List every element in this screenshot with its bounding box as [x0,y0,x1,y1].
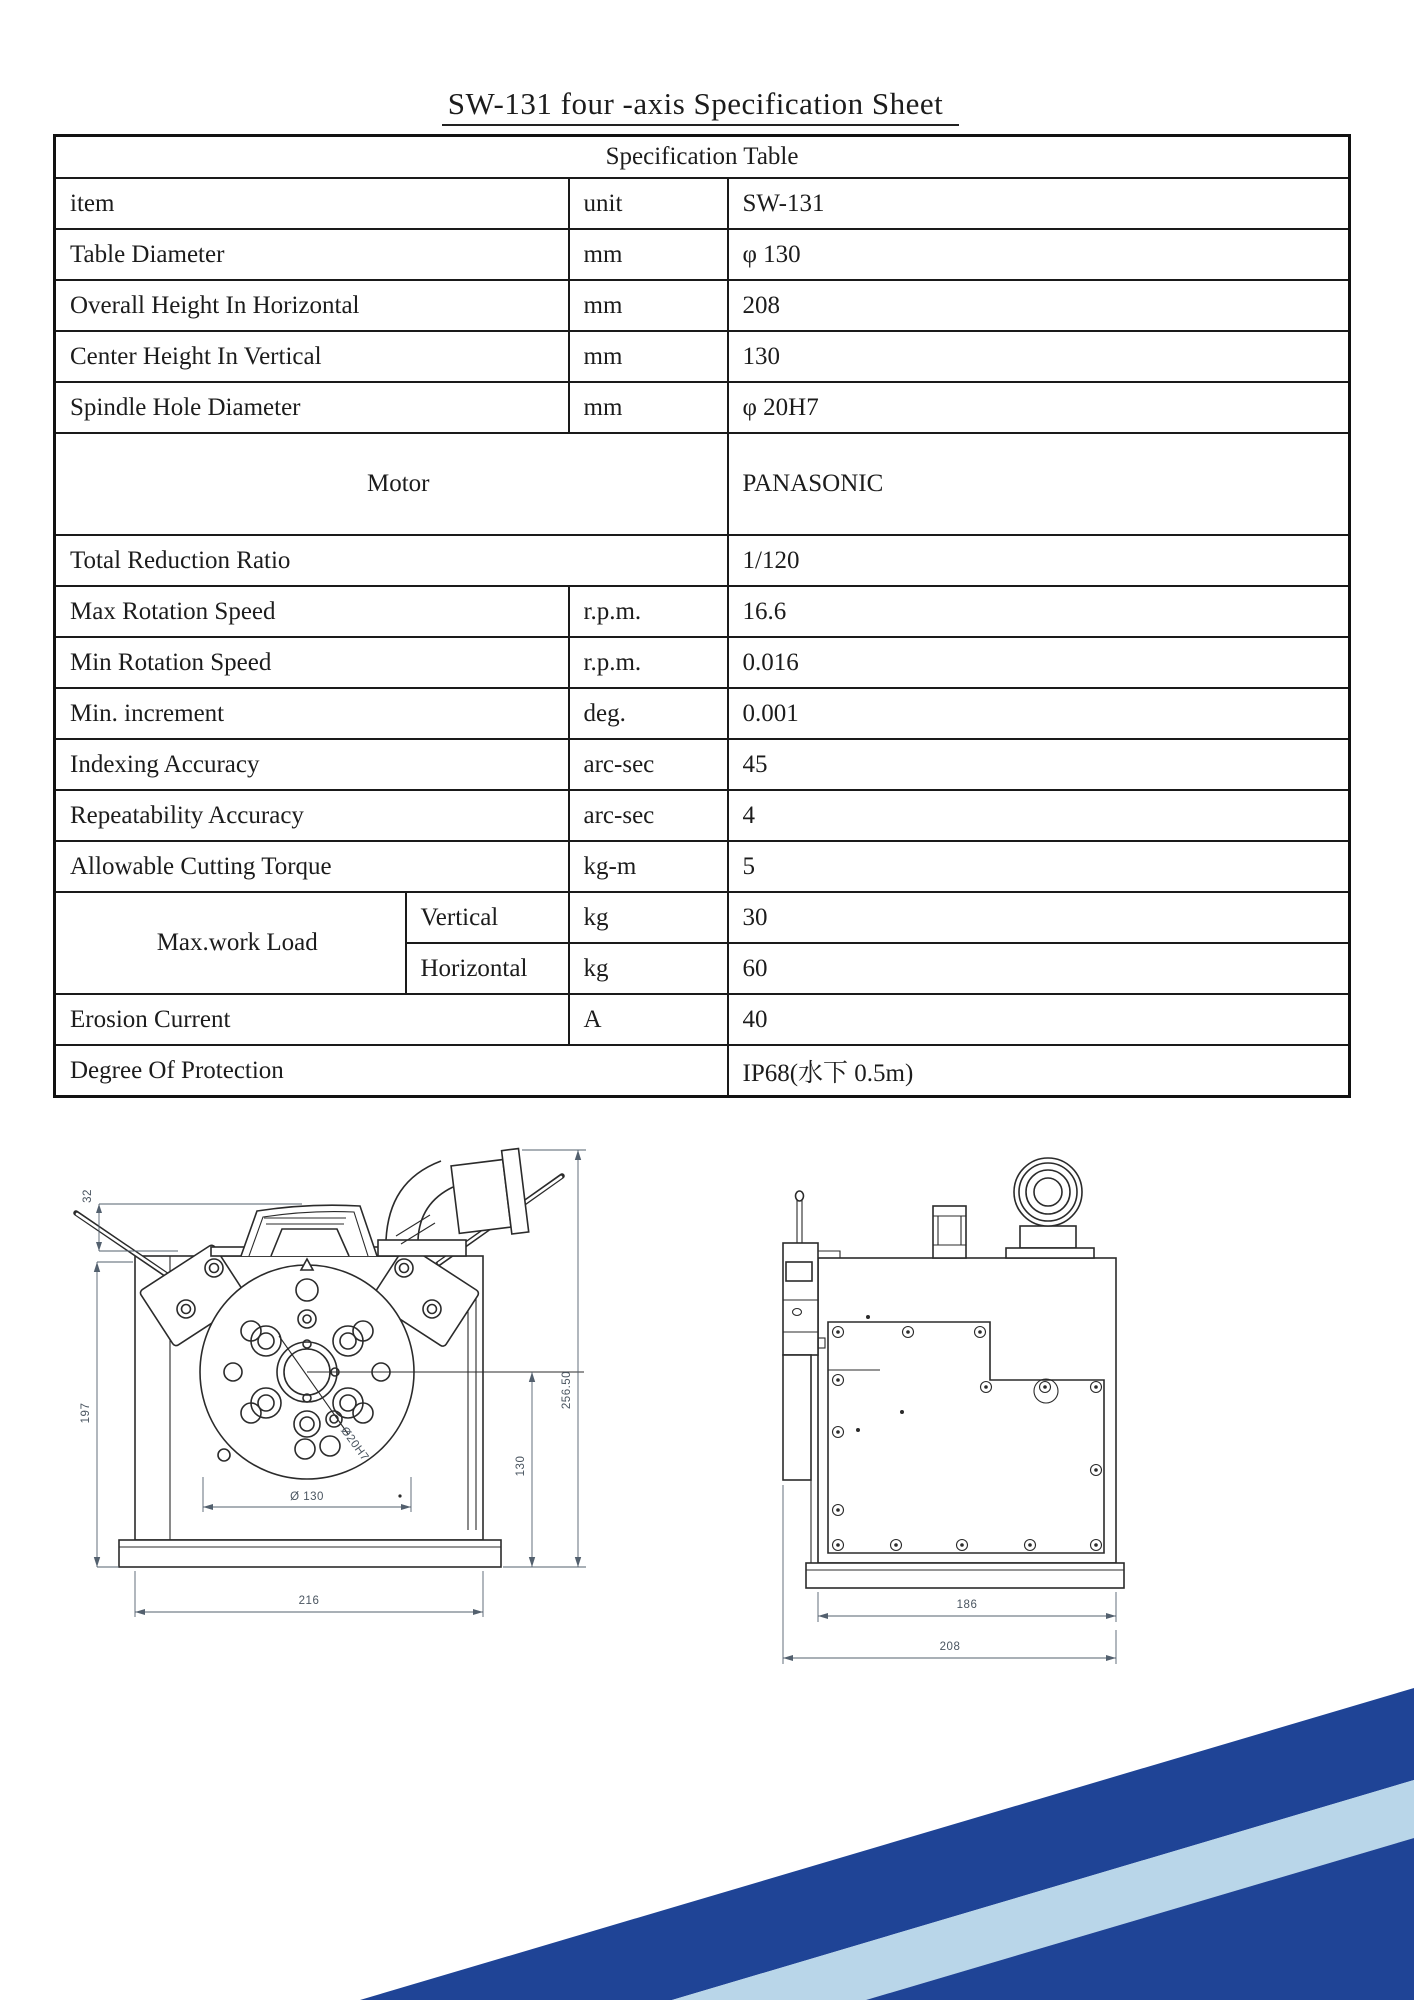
value-cell: φ 130 [728,229,1350,280]
item-cell: Indexing Accuracy [55,739,569,790]
side-body [818,1251,1116,1563]
unit-cell: arc-sec [569,739,728,790]
value-cell: 45 [728,739,1350,790]
item-cell: item [55,178,569,229]
unit-cell: r.p.m. [569,637,728,688]
cable-connector [450,1149,529,1241]
dim-label: 208 [939,1641,961,1653]
table-row [55,178,1350,229]
item-cell: Motor [55,433,728,535]
dim-label: 256.50 [561,1370,573,1410]
corner-stripes [0,1600,1414,2000]
unit-cell: mm [569,382,728,433]
item-cell: Max Rotation Speed [55,586,569,637]
table-row [55,994,1350,1045]
sub-item-cell: Vertical [406,892,569,943]
table-row [55,136,1350,179]
value-cell: 208 [728,280,1350,331]
item-cell: Repeatability Accuracy [55,790,569,841]
value-cell: 40 [728,994,1350,1045]
table-row [55,280,1350,331]
unit-cell: kg-m [569,841,728,892]
table-row [55,841,1350,892]
unit-cell: A [569,994,728,1045]
value-cell: 5 [728,841,1350,892]
table-row [55,892,1350,943]
value-cell: PANASONIC [728,433,1350,535]
item-cell: Degree Of Protection [55,1045,728,1097]
unit-cell: unit [569,178,728,229]
item-cell: Table Diameter [55,229,569,280]
value-cell: 130 [728,331,1350,382]
unit-cell: mm [569,280,728,331]
table-row [55,739,1350,790]
dim-label: 130 [515,1455,527,1477]
dim-label-spindle-hole: Ø20H7 [338,1424,371,1464]
table-row [55,229,1350,280]
page-title-text: SW-131 four -axis Specification Sheet [442,86,959,126]
table-row [55,586,1350,637]
value-cell: 30 [728,892,1350,943]
page-title [53,86,1348,122]
unit-cell: mm [569,331,728,382]
side-base [806,1563,1124,1588]
table-row [55,1045,1350,1097]
dim-label: 216 [298,1595,320,1607]
table-header-cell: Specification Table [55,136,1350,179]
specification-table [53,134,1351,1098]
table-row [55,382,1350,433]
dim-label: 197 [80,1402,92,1424]
top-connector-block [933,1206,966,1258]
value-cell: 60 [728,943,1350,994]
support-rod-left [76,1213,174,1280]
table-row [55,535,1350,586]
dim-label: Ø 130 [290,1491,324,1503]
item-cell: Allowable Cutting Torque [55,841,569,892]
unit-cell: arc-sec [569,790,728,841]
unit-cell: deg. [569,688,728,739]
item-cell: Center Height In Vertical [55,331,569,382]
value-cell: φ 20H7 [728,382,1350,433]
table-row [55,790,1350,841]
unit-cell: kg [569,892,728,943]
value-cell: 4 [728,790,1350,841]
value-cell: SW-131 [728,178,1350,229]
item-cell: Overall Height In Horizontal [55,280,569,331]
value-cell: 1/120 [728,535,1350,586]
dim-label: 186 [956,1599,978,1611]
table-row [55,637,1350,688]
unit-cell: mm [569,229,728,280]
item-cell: Max.work Load [55,892,406,994]
table-row [55,331,1350,382]
cable-flange [1006,1158,1094,1258]
unit-cell: kg [569,943,728,994]
unit-cell: r.p.m. [569,586,728,637]
item-cell: Spindle Hole Diameter [55,382,569,433]
carry-handle [211,1205,399,1256]
dim-label: 32 [82,1189,94,1203]
side-left-plate [783,1243,818,1563]
item-cell: Erosion Current [55,994,569,1045]
sub-item-cell: Horizontal [406,943,569,994]
item-cell: Total Reduction Ratio [55,535,728,586]
dimension-center-height [515,1372,535,1567]
front-view-drawing [40,1110,600,1670]
table-row [55,433,1350,535]
value-cell: 16.6 [728,586,1350,637]
value-cell: 0.016 [728,637,1350,688]
value-cell: IP68(水下 0.5m) [728,1045,1350,1097]
value-cell: 0.001 [728,688,1350,739]
table-row [55,688,1350,739]
item-cell: Min. increment [55,688,569,739]
item-cell: Min Rotation Speed [55,637,569,688]
dimension-body-height [80,1262,133,1567]
